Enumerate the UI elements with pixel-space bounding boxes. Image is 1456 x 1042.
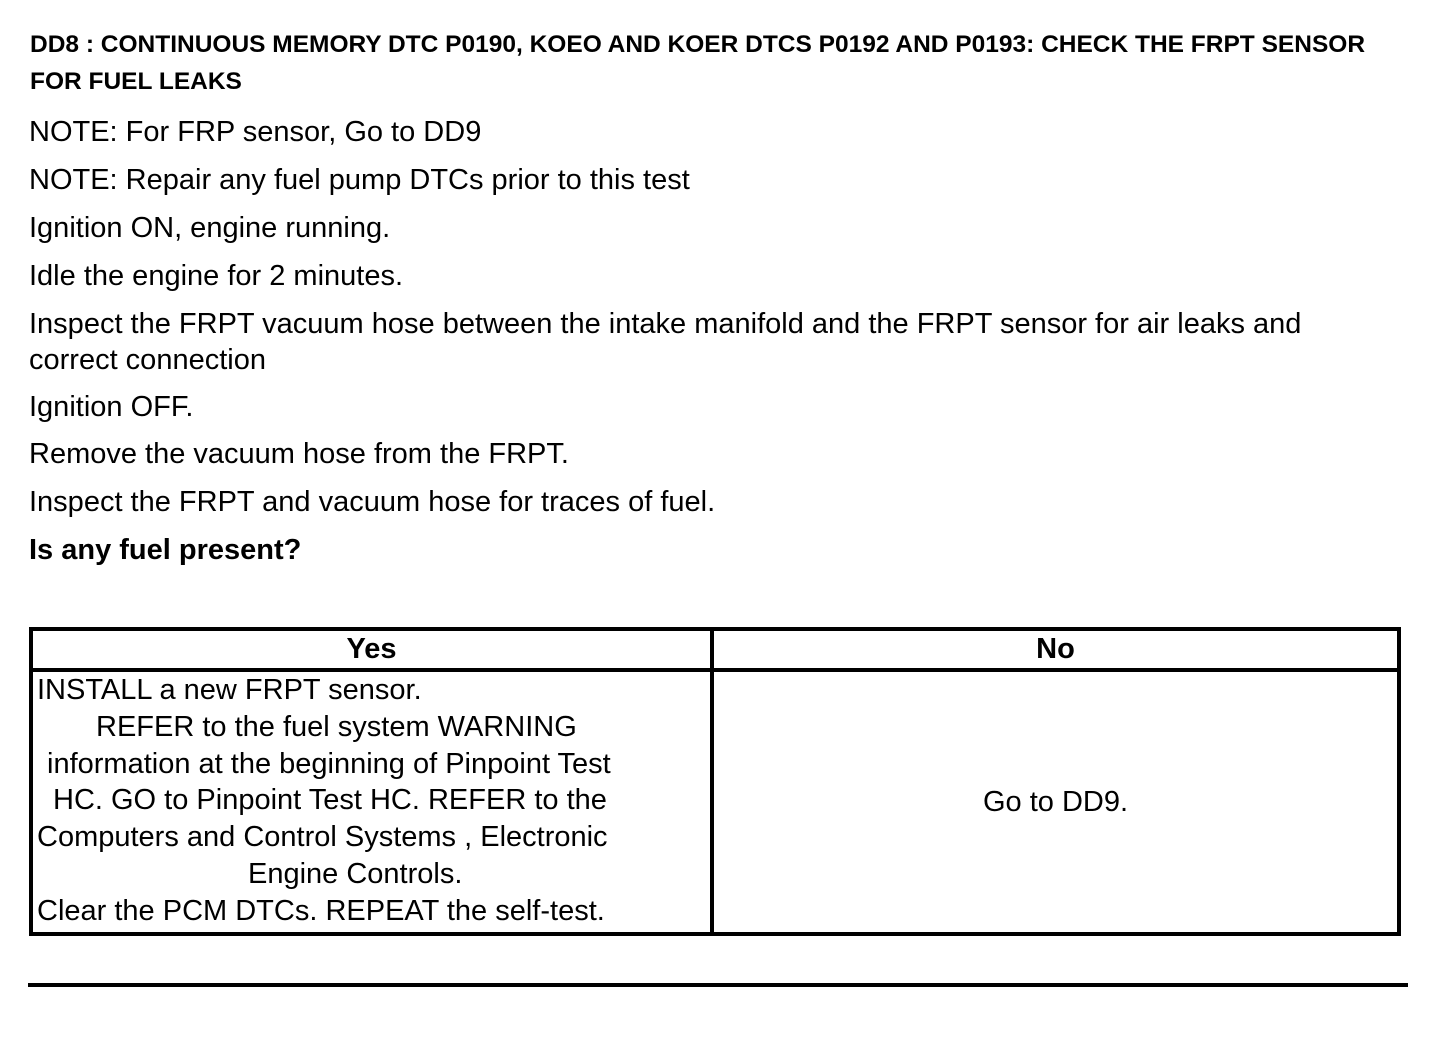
result-table-row — [31, 670, 1399, 934]
bottom-divider — [28, 983, 1408, 987]
step-ignition-off: Ignition OFF. — [29, 391, 194, 423]
note-fuel-pump-dtcs: NOTE: Repair any fuel pump DTCs prior to this test — [29, 164, 690, 196]
yes-action-line: Computers and Control Systems , Electronic — [37, 821, 608, 854]
note-frp-sensor: NOTE: For FRP sensor, Go to DD9 — [29, 116, 482, 148]
yes-action-line: HC. GO to Pinpoint Test HC. REFER to the — [53, 784, 607, 817]
yes-action-line: INSTALL a new FRPT sensor. — [37, 674, 422, 706]
yes-action-line: Clear the PCM DTCs. REPEAT the self-test. — [37, 894, 605, 927]
no-header: No — [712, 629, 1399, 670]
yes-action-cell — [31, 670, 712, 934]
no-action-cell: Go to DD9. — [712, 670, 1399, 934]
question-fuel-present: Is any fuel present? — [29, 534, 302, 566]
step-inspect-for-fuel: Inspect the FRPT and vacuum hose for traces of fuel. — [29, 486, 716, 518]
yes-action-line: information at the beginning of Pinpoint Test — [47, 747, 611, 780]
step-idle-engine: Idle the engine for 2 minutes. — [29, 260, 404, 292]
page-title: DD8 : CONTINUOUS MEMORY DTC P0190, KOEO AND KOER DTCS P0192 AND P0193: CHECK THE FRPT SENSOR FOR FUEL LEAKS — [30, 31, 1366, 95]
result-table-header-row — [31, 629, 1399, 670]
yes-header: Yes — [31, 629, 712, 670]
step-inspect-vacuum-hose: Inspect the FRPT vacuum hose between the intake manifold and the FRPT sensor for air leaks and correct connection — [29, 308, 1302, 376]
step-remove-vacuum-hose: Remove the vacuum hose from the FRPT. — [29, 438, 569, 470]
yes-action-line: REFER to the fuel system WARNING — [96, 710, 577, 743]
yes-action-line: Engine Controls. — [248, 857, 463, 890]
step-ignition-on: Ignition ON, engine running. — [29, 212, 391, 244]
result-table — [29, 627, 1401, 936]
